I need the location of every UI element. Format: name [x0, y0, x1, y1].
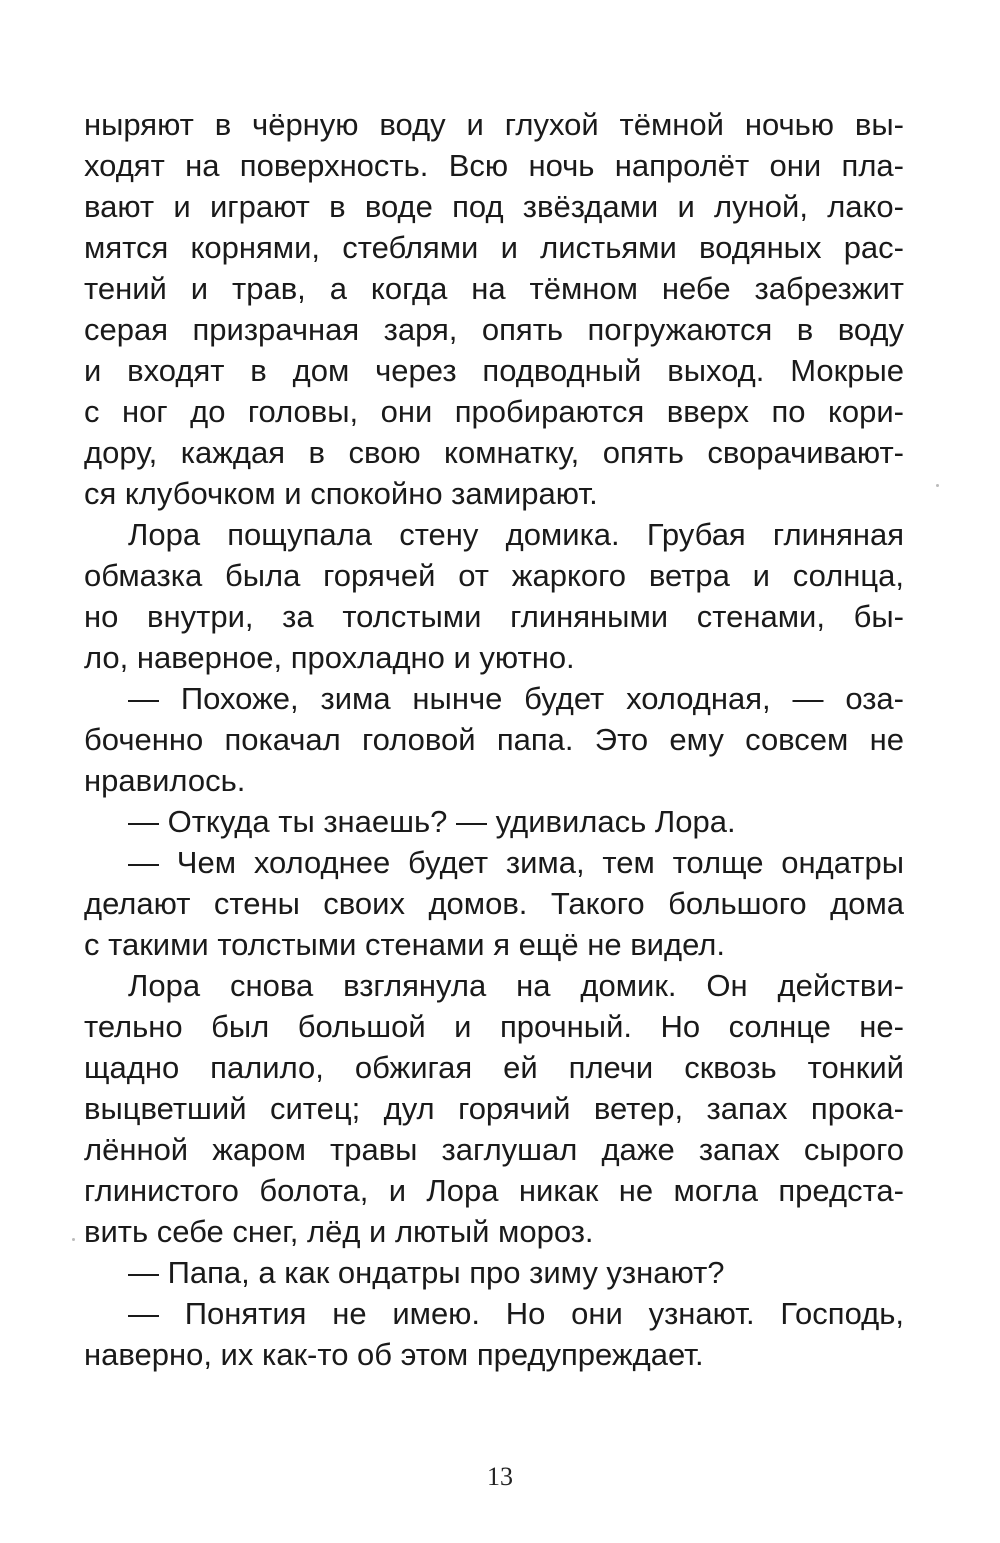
paragraph [84, 1252, 904, 1293]
text-line: — Откуда ты знаешь? — удивилась Лора. [128, 804, 736, 839]
text-line: ходят на поверхность. Всю ночь напролёт они пла- [84, 148, 904, 183]
text-line: — Папа, а как ондатры про зиму узнают? [128, 1255, 725, 1290]
text-line: нравилось. [84, 763, 246, 798]
text-line: серая призрачная заря, опять погружаются в воду [84, 312, 904, 347]
paragraph [84, 1293, 904, 1375]
text-line: вить себе снег, лёд и лютый мороз. [84, 1214, 594, 1249]
text-line: вают и играют в воде под звёздами и луной, лако- [84, 189, 904, 224]
text-line: — Похоже, зима нынче будет холодная, — оза- [128, 681, 904, 716]
paragraph [84, 104, 904, 514]
text-line: глинистого болота, и Лора никак не могла предста- [84, 1173, 904, 1208]
text-line: тений и трав, а когда на тёмном небе забрезжит [84, 271, 904, 306]
text-line: с такими толстыми стенами я ещё не видел. [84, 927, 725, 962]
paragraph [84, 801, 904, 842]
text-line: щадно палило, обжигая ей плечи сквозь тонкий [84, 1050, 904, 1085]
page-number: 13 [487, 1462, 513, 1491]
text-line: обмазка была горячей от жаркого ветра и солнца, [84, 558, 904, 593]
paragraph [84, 678, 904, 801]
text-line: — Чем холоднее будет зима, тем толще ондатры [128, 845, 904, 880]
text-line: делают стены своих домов. Такого большого дома [84, 886, 904, 921]
text-line: боченно покачал головой папа. Это ему совсем не [84, 722, 904, 757]
text-line: тельно был большой и прочный. Но солнце не- [84, 1009, 904, 1044]
paragraph [84, 965, 904, 1252]
paper-speck [936, 484, 939, 487]
page-body-text [84, 104, 904, 1375]
text-line: лённой жаром травы заглушал даже запах сырого [84, 1132, 904, 1167]
text-line: мятся корнями, стеблями и листьями водяных рас- [84, 230, 904, 265]
text-line: выцветший ситец; дул горячий ветер, запах прока- [84, 1091, 904, 1126]
text-line: но внутри, за толстыми глиняными стенами, бы- [84, 599, 904, 634]
text-line: — Понятия не имею. Но они узнают. Господь, [128, 1296, 904, 1331]
text-line: ся клубочком и спокойно замирают. [84, 476, 598, 511]
text-line: Лора пощупала стену домика. Грубая глиняная [128, 517, 904, 552]
paragraph [84, 842, 904, 965]
text-line: дору, каждая в свою комнатку, опять сворачивают- [84, 435, 904, 470]
paper-speck [72, 1238, 75, 1241]
text-line: Лора снова взглянула на домик. Он действи- [128, 968, 904, 1003]
text-line: ло, наверное, прохладно и уютно. [84, 640, 575, 675]
text-line: ныряют в чёрную воду и глухой тёмной ночью вы- [84, 107, 904, 142]
text-line: и входят в дом через подводный выход. Мокрые [84, 353, 904, 388]
text-line: наверно, их как-то об этом предупреждает. [84, 1337, 704, 1372]
paragraph [84, 514, 904, 678]
text-line: с ног до головы, они пробираются вверх по кори- [84, 394, 904, 429]
